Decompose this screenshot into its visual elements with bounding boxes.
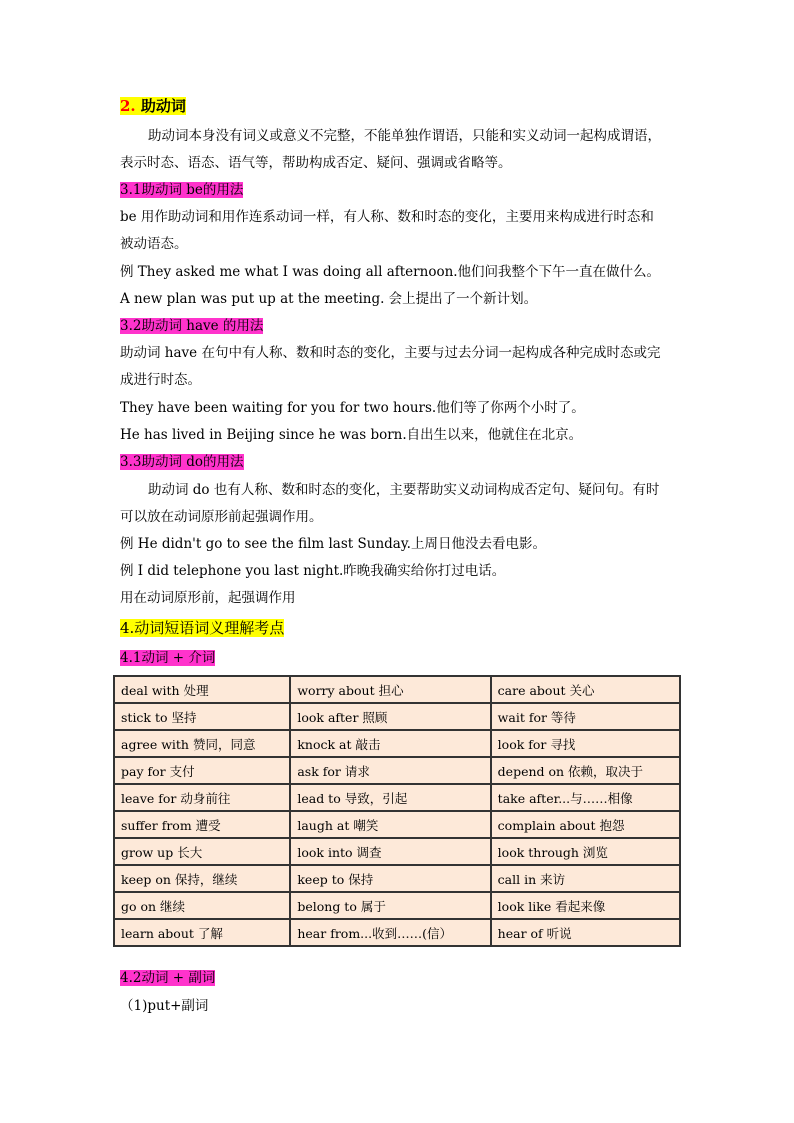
section-4-heading: 4.动词短语词义理解考点 — [120, 619, 285, 637]
table-row — [114, 838, 680, 865]
table-cell: ask for 请求 — [290, 757, 490, 784]
section-number: 2. — [120, 97, 136, 115]
table-row — [114, 757, 680, 784]
example-sentence: They have been waiting for you for two hours.他们等了你两个小时了。 — [120, 400, 585, 416]
table-row — [114, 703, 680, 730]
subheading-4-1: 4.1动词 + 介词 — [120, 650, 216, 666]
table-cell: agree with 赞同，同意 — [114, 730, 290, 757]
table-cell: laugh at 嘲笑 — [290, 811, 490, 838]
section-title: 助动词 — [135, 97, 186, 115]
table-cell: care about 关心 — [491, 676, 680, 703]
table-cell: keep on 保持，继续 — [114, 865, 290, 892]
paragraph-line: 助动词 do 也有人称、数和时态的变化，主要帮助实义动词构成否定句、疑问句。有时 — [148, 482, 660, 498]
table-cell: take after...与……相像 — [491, 784, 680, 811]
paragraph-line: 成进行时态。 — [120, 372, 201, 388]
table-cell: lead to 导致，引起 — [290, 784, 490, 811]
subheading-3-1: 3.1助动词 be的用法 — [120, 182, 244, 198]
table-cell: belong to 属于 — [290, 892, 490, 919]
intro-line-2: 表示时态、语态、语气等，帮助构成否定、疑问、强调或省略等。 — [120, 155, 512, 171]
table-cell: keep to 保持 — [290, 865, 490, 892]
table-cell: learn about 了解 — [114, 919, 290, 946]
list-item: （1)put+副词 — [120, 998, 209, 1014]
table-cell: deal with 处理 — [114, 676, 290, 703]
table-cell: hear of 听说 — [491, 919, 680, 946]
subheading-3-2: 3.2助动词 have 的用法 — [120, 318, 264, 334]
table-row — [114, 811, 680, 838]
example-sentence: 例 They asked me what I was doing all afternoon.他们问我整个下午一直在做什么。 — [120, 264, 661, 280]
table-cell: hear from...收到……(信） — [290, 919, 490, 946]
table-cell: wait for 等待 — [491, 703, 680, 730]
verb-phrase-table — [113, 675, 681, 947]
paragraph-line: 被动语态。 — [120, 236, 188, 252]
paragraph-line: be 用作助动词和用作连系动词一样，有人称、数和时态的变化，主要用来构成进行时态和 — [120, 209, 654, 225]
table-cell: call in 来访 — [491, 865, 680, 892]
table-cell: leave for 动身前往 — [114, 784, 290, 811]
table-cell: depend on 依赖，取决于 — [491, 757, 680, 784]
note-line: 用在动词原形前，起强调作用 — [120, 590, 296, 606]
table-row — [114, 919, 680, 946]
table-cell: knock at 敲击 — [290, 730, 490, 757]
table-cell: go on 继续 — [114, 892, 290, 919]
intro-line-1: 助动词本身没有词义或意义不完整，不能单独作谓语，只能和实义动词一起构成谓语， — [148, 128, 661, 144]
subheading-3-3: 3.3助动词 do的用法 — [120, 454, 244, 470]
table-cell: worry about 担心 — [290, 676, 490, 703]
table-cell: look like 看起来像 — [491, 892, 680, 919]
table-row — [114, 676, 680, 703]
example-sentence: 例 I did telephone you last night.昨晚我确实给你打过电话。 — [120, 563, 506, 579]
table-cell: complain about 抱怨 — [491, 811, 680, 838]
table-cell: look into 调查 — [290, 838, 490, 865]
example-sentence: He has lived in Beijing since he was born.自出生以来，他就住在北京。 — [120, 427, 583, 443]
table-row — [114, 865, 680, 892]
table-cell: look after 照顾 — [290, 703, 490, 730]
table-cell: look for 寻找 — [491, 730, 680, 757]
example-sentence: A new plan was put up at the meeting. 会上提出了一个新计划。 — [120, 291, 538, 307]
table-row — [114, 730, 680, 757]
table-row — [114, 892, 680, 919]
subheading-4-2: 4.2动词 + 副词 — [120, 970, 216, 986]
paragraph-line: 可以放在动词原形前起强调作用。 — [120, 509, 323, 525]
example-sentence: 例 He didn't go to see the film last Sunday.上周日他没去看电影。 — [120, 536, 546, 552]
table-cell: look through 浏览 — [491, 838, 680, 865]
table-cell: stick to 坚持 — [114, 703, 290, 730]
section-2-heading — [120, 97, 186, 116]
table-row — [114, 784, 680, 811]
table-cell: suffer from 遭受 — [114, 811, 290, 838]
paragraph-line: 助动词 have 在句中有人称、数和时态的变化，主要与过去分词一起构成各种完成时态或完 — [120, 345, 661, 361]
table-cell: pay for 支付 — [114, 757, 290, 784]
table-cell: grow up 长大 — [114, 838, 290, 865]
